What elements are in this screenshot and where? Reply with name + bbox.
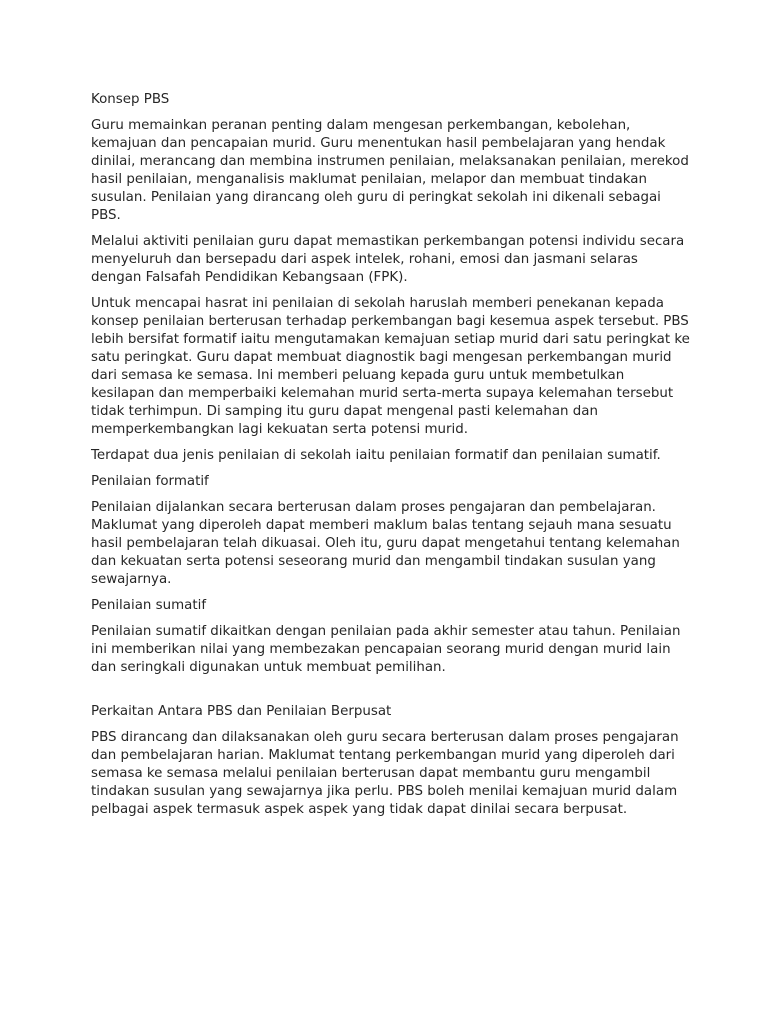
heading-penilaian-formatif: Penilaian formatif xyxy=(91,474,209,489)
paragraph-penilaian-formatif: Penilaian dijalankan secara berterusan dalam proses pengajaran dan pembelajaran. Maklumat yang diperoleh dapat memberi maklum balas tentang sejauh mana sesuatu hasil pembelajaran telah dikuasai. Oleh itu, guru dapat mengetahui tentang kelemahan dan kekuatan serta potensi seseorang murid dan mengambil tindakan susulan yang sewajarnya. xyxy=(91,500,680,587)
paragraph-peranan-guru: Guru memainkan peranan penting dalam mengesan perkembangan, kebolehan, kemajuan dan pencapaian murid. Guru menentukan hasil pembelajaran yang hendak dinilai, merancang dan membina instrumen penilaian, melaksanakan penilaian, merekod hasil penilaian, menganalisis maklumat penilaian, melapor dan membuat tindakan susulan. Penilaian yang dirancang oleh guru di peringkat sekolah ini dikenali sebagai PBS. xyxy=(91,118,689,223)
heading-perkaitan: Perkaitan Antara PBS dan Penilaian Berpusat xyxy=(91,704,392,719)
paragraph-penilaian-sumatif: Penilaian sumatif dikaitkan dengan penilaian pada akhir semester atau tahun. Penilaian ini memberikan nilai yang membezakan pencapaian seorang murid dengan murid lain dan seringkali digunakan untuk membuat pemilihan. xyxy=(91,624,681,675)
heading-penilaian-sumatif: Penilaian sumatif xyxy=(91,598,207,613)
paragraph-aktiviti-penilaian: Melalui aktiviti penilaian guru dapat memastikan perkembangan potensi individu secara menyeluruh dan bersepadu dari aspek intelek, rohani, emosi dan jasmani selaras dengan Falsafah Pendidikan Kebangsaan (FPK). xyxy=(91,234,685,285)
paragraph-perkaitan: PBS dirancang dan dilaksanakan oleh guru secara berterusan dalam proses pengajaran dan pembelajaran harian. Maklumat tentang perkembangan murid yang diperoleh dari semasa ke semasa melalui penilaian berterusan dapat membantu guru mengambil tindakan susulan yang sewajarnya jika perlu. PBS boleh menilai kemajuan murid dalam pelbagai aspek termasuk aspek aspek yang tidak dapat dinilai secara berpusat. xyxy=(91,730,679,817)
paragraph-hasrat-penilaian: Untuk mencapai hasrat ini penilaian di sekolah haruslah memberi penekanan kepada konsep penilaian berterusan terhadap perkembangan bagi kesemua aspek tersebut. PBS lebih bersifat formatif iaitu mengutamakan kemajuan setiap murid dari satu peringkat ke satu peringkat. Guru dapat membuat diagnostik bagi mengesan perkembangan murid dari semasa ke semasa. Ini memberi peluang kepada guru untuk membetulkan kesilapan dan memperbaiki kelemahan murid serta-merta supaya kelemahan tersebut tidak terhimpun. Di samping itu guru dapat mengenal pasti kelemahan dan memperkembangkan lagi kekuatan serta potensi murid. xyxy=(91,296,690,437)
document-page xyxy=(91,91,691,827)
document-title: Konsep PBS xyxy=(91,92,170,107)
paragraph-jenis-penilaian: Terdapat dua jenis penilaian di sekolah iaitu penilaian formatif dan penilaian sumatif. xyxy=(91,448,661,463)
